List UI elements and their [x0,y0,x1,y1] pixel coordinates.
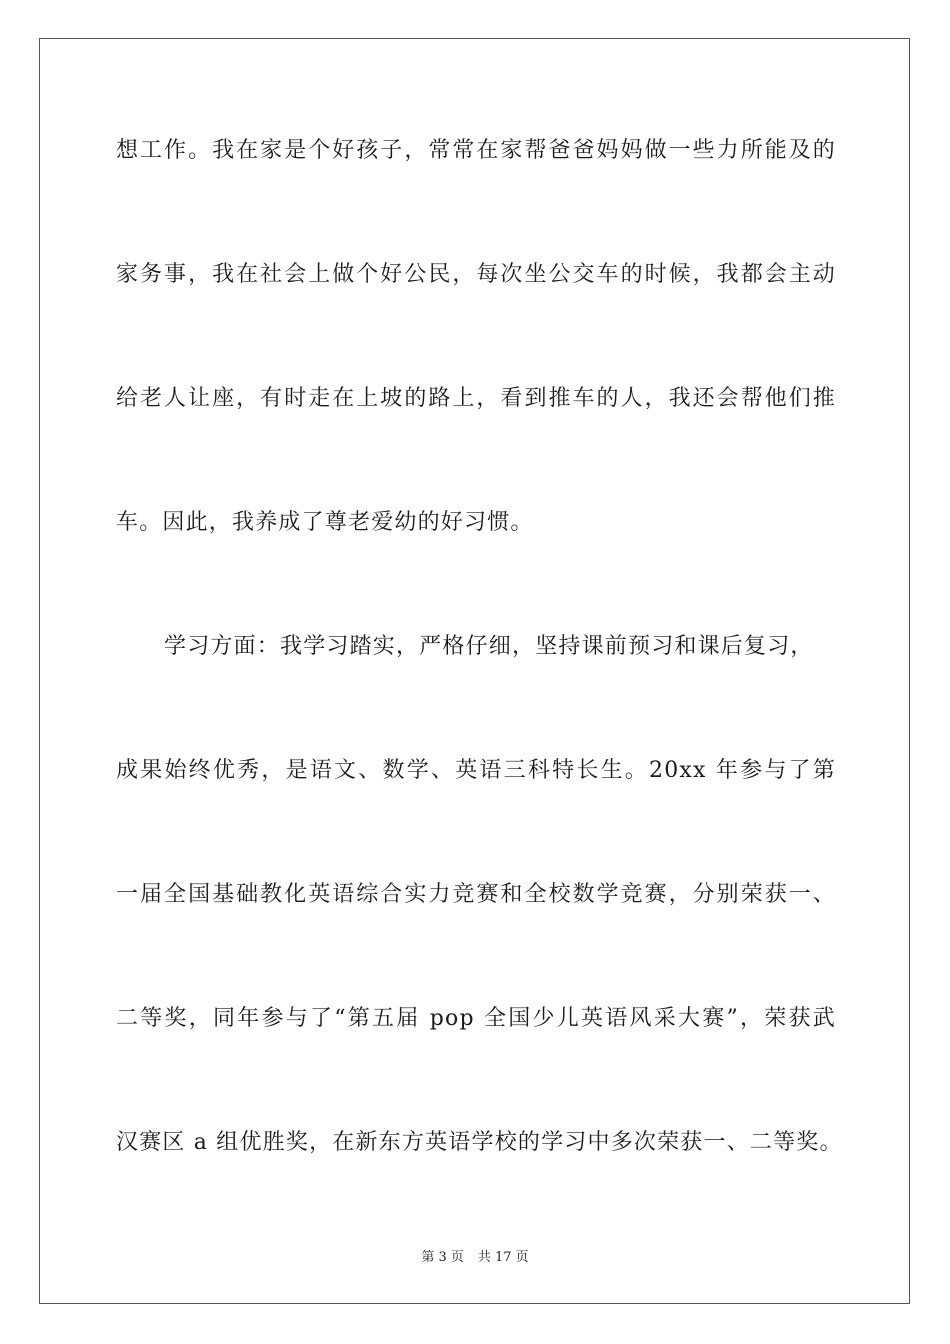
paragraph-line: 成果始终优秀，是语文、数学、英语三科特长生。20xx 年参与了第 [116,758,836,783]
paragraph-line: 车。因此，我养成了尊老爱幼的好习惯。 [116,510,534,535]
paragraph-line: 家务事，我在社会上做个好公民，每次坐公交车的时候，我都会主动 [116,262,836,287]
paragraph-line: 二等奖，同年参与了“第五届 pop 全国少儿英语风采大赛”，荣获武 [116,1006,836,1031]
page-footer [0,1246,950,1265]
document-body [116,120,843,1236]
paragraph-line: 给老人让座，有时走在上坡的路上，看到推车的人，我还会帮他们推 [116,386,836,411]
paragraph-line: 汉赛区 a 组优胜奖，在新东方英语学校的学习中多次荣获一、二等奖。 [116,1130,843,1155]
paragraph-line: 一届全国基础教化英语综合实力竞赛和全校数学竞赛，分别荣获一、 [116,882,836,907]
paragraph-line: 想工作。我在家是个好孩子，常常在家帮爸爸妈妈做一些力所能及的 [116,138,836,163]
page-number: 第 3 页 [421,1250,464,1265]
page-total: 共 17 页 [477,1250,529,1265]
paragraph-line-indented: 学习方面：我学习踏实，严格仔细，坚持课前预习和课后复习， [164,634,814,659]
